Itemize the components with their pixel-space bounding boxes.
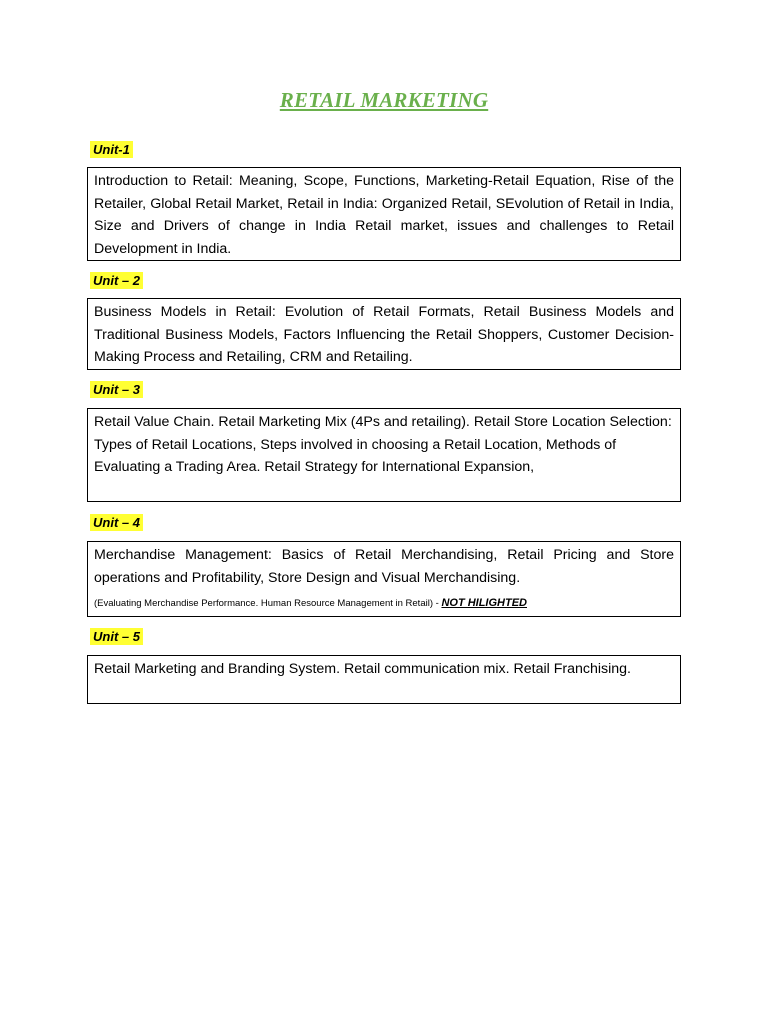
unit-3-text: Retail Value Chain. Retail Marketing Mix (4Ps and retailing). Retail Store Location Selection: Types of Retail Locations, Steps involved in choosing a Retail Location, Methods of Evaluating a Trading Area. Retail Strategy for International Expansion, — [94, 414, 672, 475]
unit-5-text: Retail Marketing and Branding System. Retail communication mix. Retail Franchising. — [94, 661, 631, 677]
unit-4-label: Unit – 4 — [90, 514, 143, 531]
unit-5-box — [87, 655, 681, 704]
page-title: RETAIL MARKETING — [279, 88, 489, 112]
unit-4-text: Merchandise Management: Basics of Retail Merchandising, Retail Pricing and Store operations and Profitability, Store Design and Visual Merchandising. — [94, 547, 674, 586]
unit-5-label: Unit – 5 — [90, 628, 143, 645]
unit-3-label: Unit – 3 — [90, 381, 143, 398]
unit-2-label: Unit – 2 — [90, 272, 143, 289]
unit-2-box — [87, 298, 681, 370]
unit-4-note — [94, 593, 674, 614]
unit-4-note-text: (Evaluating Merchandise Performance. Human Resource Management in Retail) - — [94, 598, 442, 609]
unit-2-text: Business Models in Retail: Evolution of Retail Formats, Retail Business Models and Traditional Business Models, Factors Influencing the Retail Shoppers, Customer Decision-Making Process and Retailing, CRM and Retailing. — [94, 304, 674, 365]
not-highlighted-flag: NOT HILIGHTED — [441, 597, 527, 609]
unit-1-text: Introduction to Retail: Meaning, Scope, Functions, Marketing-Retail Equation, Rise of the Retailer, Global Retail Market, Retail in India: Organized Retail, SEvolution of Retail in India, Size and Drivers of change in India Retail market, issues and challenges to Retail Development in India. — [94, 173, 674, 257]
unit-3-box — [87, 408, 681, 502]
unit-1-label: Unit-1 — [90, 141, 133, 158]
unit-1-box — [87, 167, 681, 261]
unit-4-box — [87, 541, 681, 617]
